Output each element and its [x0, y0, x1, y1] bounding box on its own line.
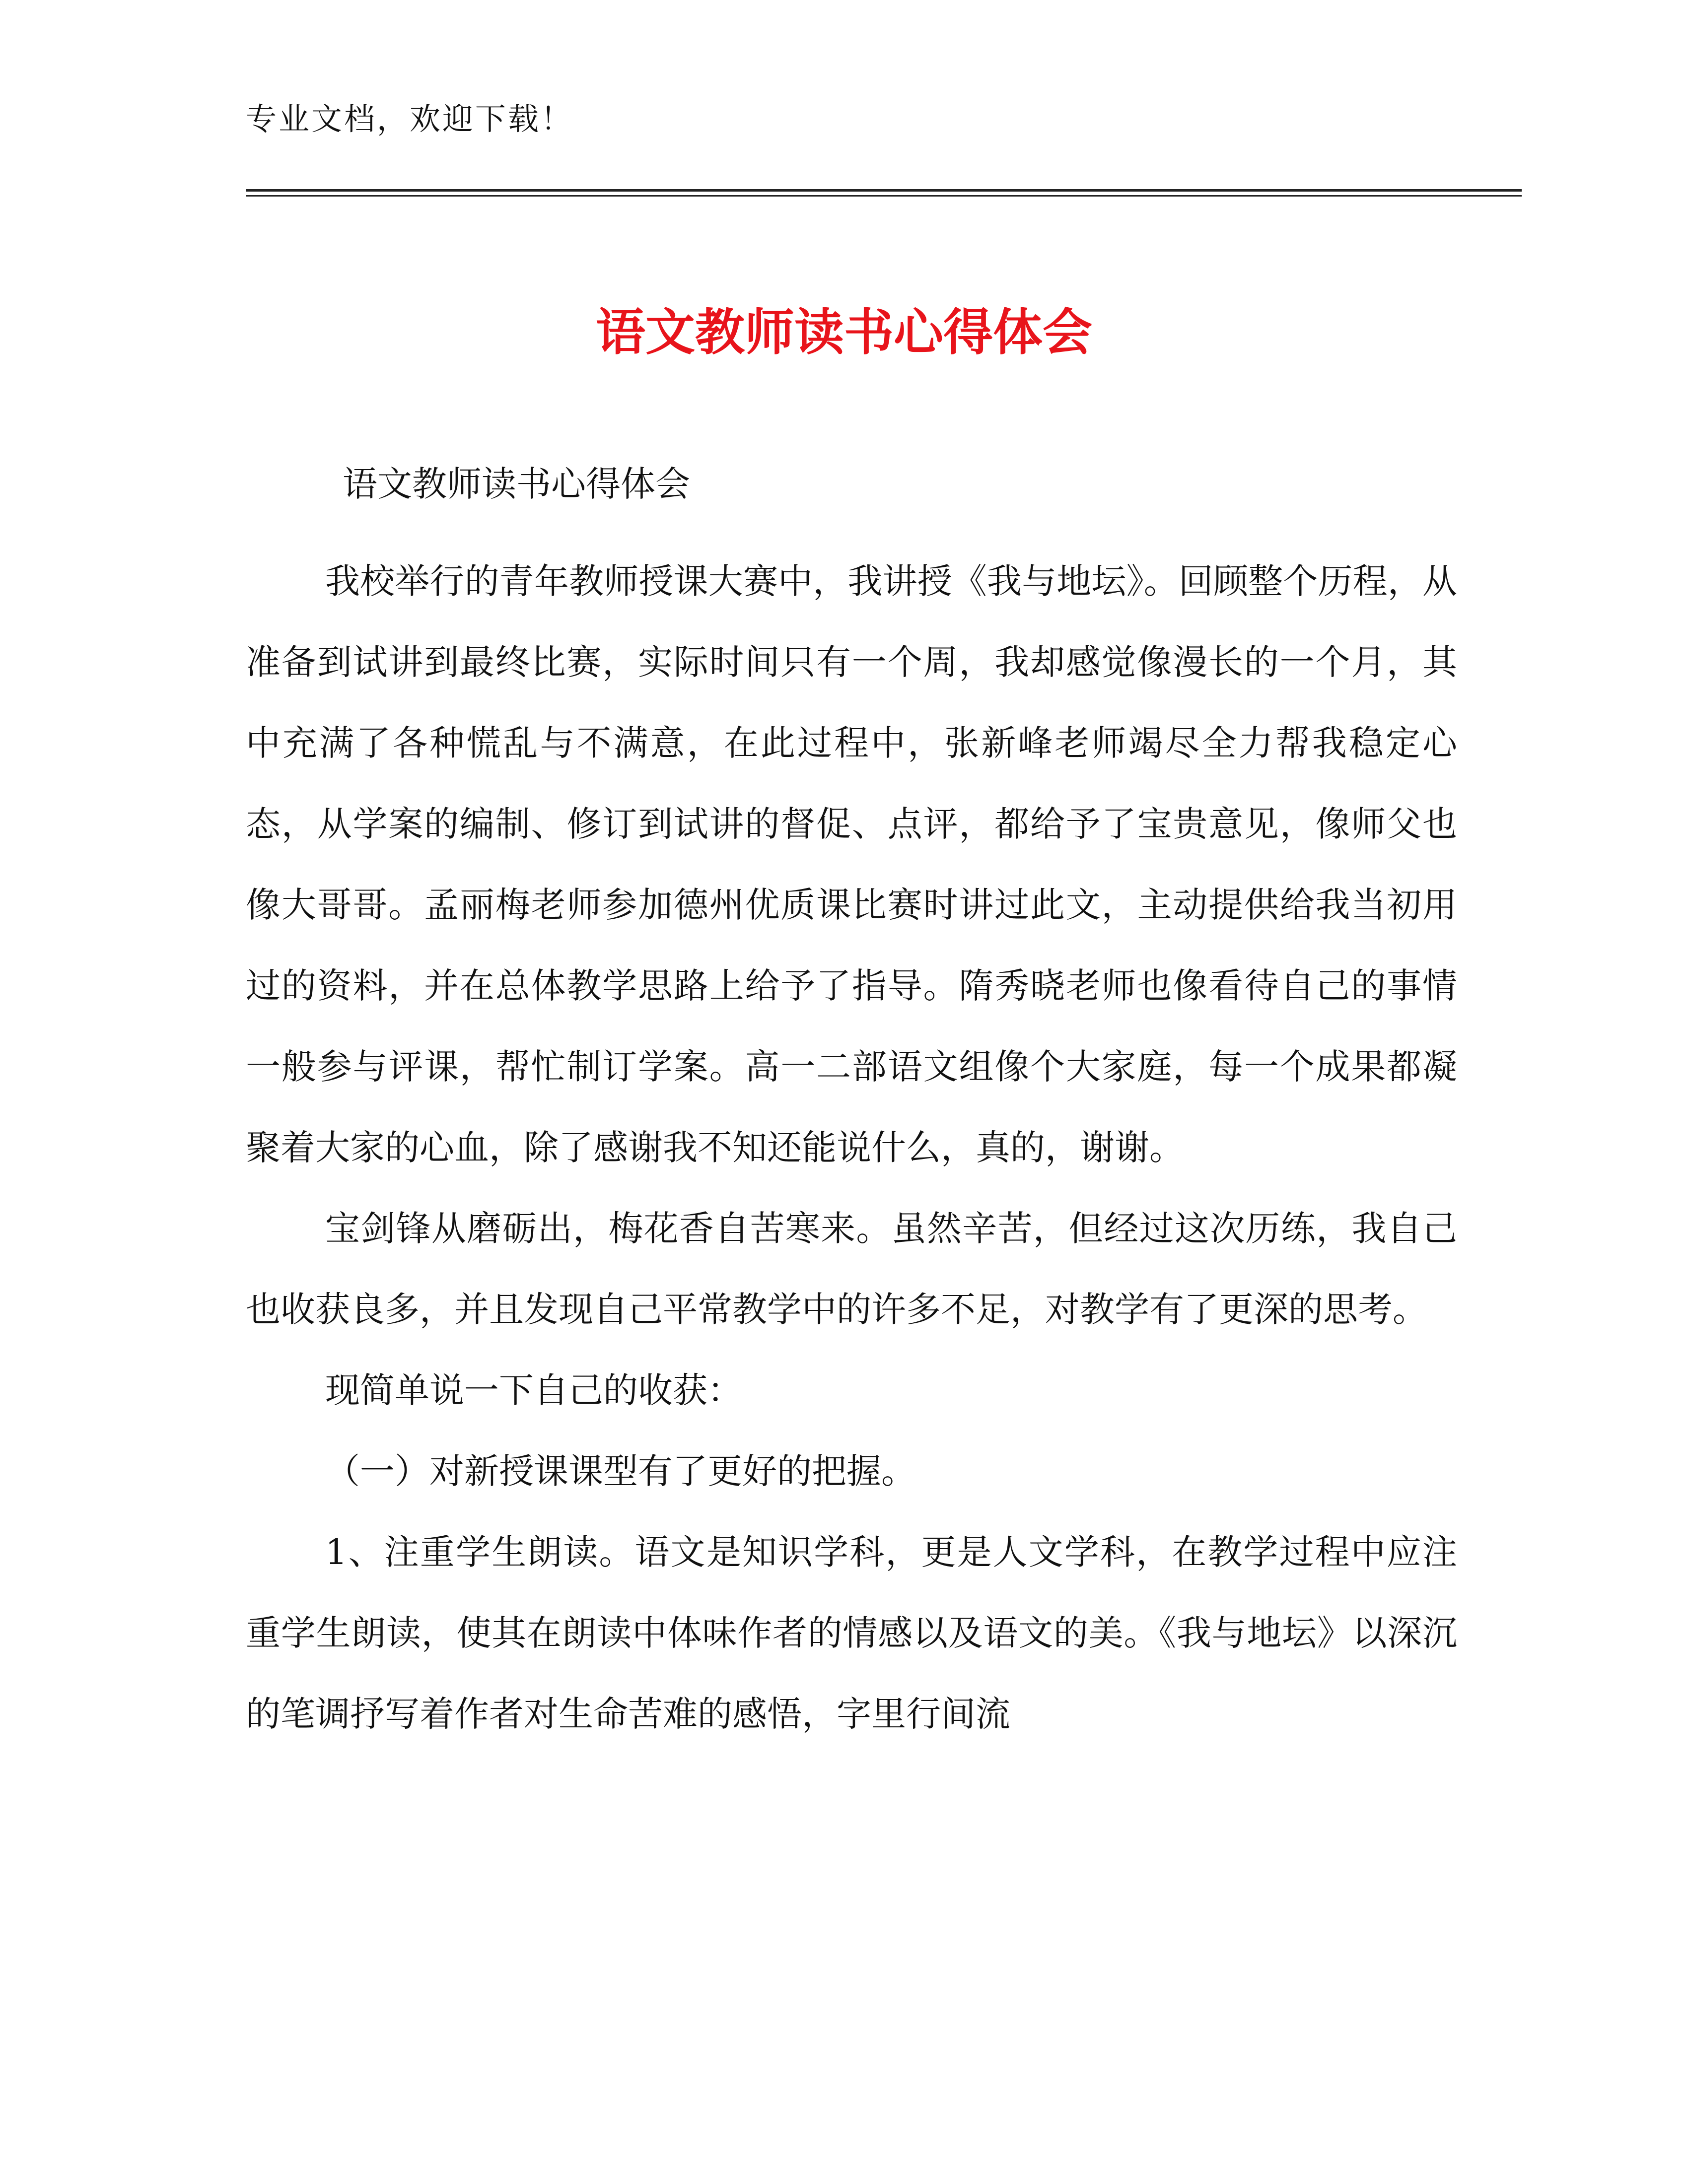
- paragraph-1: 我校举行的青年教师授课大赛中，我讲授《我与地坛》。回顾整个历程，从准备到试讲到最终比赛，实际时间只有一个周，我却感觉像漫长的一个月，其中充满了各种慌乱与不满意，在此过程中，张新峰老师竭尽全力帮我稳定心态，从学案的编制、修订到试讲的督促、点评，都给予了宝贵意见，像师父也像大哥哥。孟丽梅老师参加德州优质课比赛时讲过此文，主动提供给我当初用过的资料，并在总体教学思路上给予了指导。隋秀晓老师也像看待自己的事情一般参与评课，帮忙制订学案。高一二部语文组像个大家庭，每一个成果都凝聚着大家的心血，除了感谢我不知还能说什么，真的，谢谢。: [246, 561, 1457, 1168]
- document-body: [246, 541, 1457, 1755]
- paragraph-5: 1、注重学生朗读。语文是知识学科，更是人文学科，在教学过程中应注重学生朗读，使其在朗读中体味作者的情感以及语文的美。《我与地坛》以深沉的笔调抒写着作者对生命苦难的感悟，字里行间流: [246, 1532, 1457, 1734]
- paragraph-2: 宝剑锋从磨砺出，梅花香自苦寒来。虽然辛苦，但经过这次历练，我自己也收获良多，并且发现自己平常教学中的许多不足，对教学有了更深的思考。: [246, 1208, 1457, 1330]
- header-rule-thick: [246, 189, 1522, 192]
- paragraph-3: 现简单说一下自己的收获：: [325, 1370, 742, 1411]
- document-subtitle: 语文教师读书心得体会: [343, 464, 690, 504]
- header-rule-thin: [246, 195, 1522, 197]
- paragraph-4: （一）对新授课课型有了更好的把握。: [325, 1451, 916, 1492]
- header-note: 专业文档，欢迎下载！: [246, 101, 574, 137]
- document-title: 语文教师读书心得体会: [596, 303, 1092, 361]
